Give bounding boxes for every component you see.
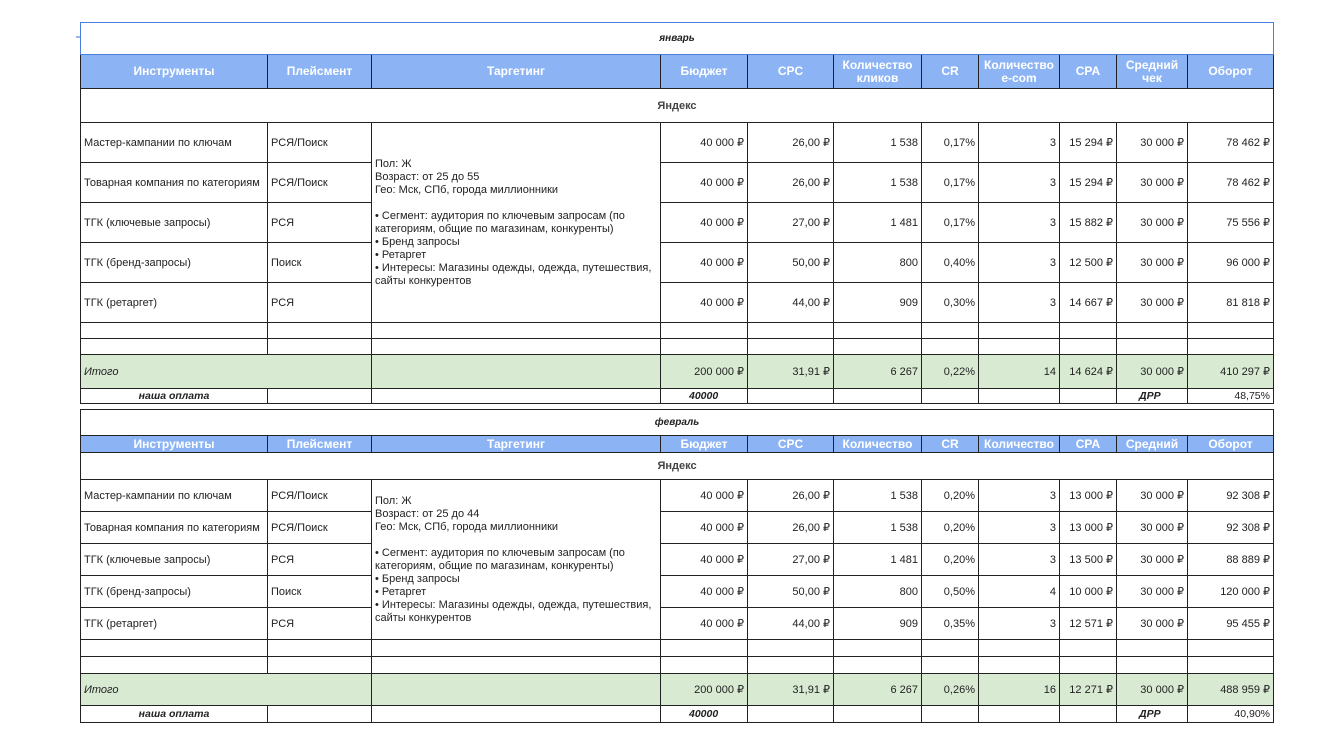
turnover-cell[interactable]: 78 462 ₽ [1188,123,1274,163]
empty-cell[interactable] [979,323,1060,339]
total-cr[interactable]: 0,22% [922,355,979,389]
month-title-row [81,410,1274,436]
avg-check-cell[interactable]: 30 000 ₽ [1117,203,1188,243]
column-header[interactable]: Количество e-com [979,55,1060,89]
drr-value[interactable]: 40,90% [1188,706,1274,723]
column-header[interactable]: Инструменты [81,436,268,453]
empty-cell[interactable] [1188,339,1274,355]
targeting-line: • Ретаргет [375,585,427,598]
targeting-line: • Ретаргет [375,248,427,261]
budget-cell[interactable]: 40 000 ₽ [661,512,748,544]
cr-cell[interactable]: 0,50% [922,576,979,608]
empty-cell[interactable] [268,339,372,355]
targeting-line: Возраст: от 25 до 55 [375,170,480,183]
empty-cell[interactable] [372,640,661,657]
payment-amount[interactable]: 40000 [661,389,748,404]
column-header[interactable]: CPA [1060,436,1117,453]
total-cpc[interactable]: 31,91 ₽ [748,674,834,706]
section-label[interactable]: Яндекс [81,89,1274,123]
table-row [81,512,1274,544]
empty-cell[interactable] [268,389,372,404]
total-avg-check[interactable]: 30 000 ₽ [1117,355,1188,389]
total-clicks[interactable]: 6 267 [834,674,922,706]
empty-cell[interactable] [834,339,922,355]
empty-cell[interactable] [922,706,979,723]
turnover-cell[interactable]: 120 000 ₽ [1188,576,1274,608]
table-row [81,576,1274,608]
empty-cell[interactable] [1188,640,1274,657]
total-targeting-cell[interactable] [372,674,661,706]
total-budget[interactable]: 200 000 ₽ [661,355,748,389]
budget-table [80,409,1274,723]
cpc-cell[interactable]: 26,00 ₽ [748,512,834,544]
tool-cell[interactable]: ТГК (ретаргет) [81,283,268,323]
avg-check-cell[interactable]: 30 000 ₽ [1117,576,1188,608]
tool-cell[interactable]: ТГК (ключевые запросы) [81,203,268,243]
total-cr[interactable]: 0,26% [922,674,979,706]
empty-row [81,657,1274,674]
empty-cell[interactable] [268,657,372,674]
empty-cell[interactable] [81,640,268,657]
header-row [81,55,1274,89]
ecom-cell[interactable]: 3 [979,123,1060,163]
turnover-cell[interactable]: 88 889 ₽ [1188,544,1274,576]
ecom-cell[interactable]: 4 [979,576,1060,608]
empty-cell[interactable] [922,640,979,657]
empty-cell[interactable] [372,339,661,355]
avg-check-cell[interactable]: 30 000 ₽ [1117,123,1188,163]
total-turnover[interactable]: 410 297 ₽ [1188,355,1274,389]
empty-cell[interactable] [372,323,661,339]
empty-cell[interactable] [834,706,922,723]
empty-cell[interactable] [268,323,372,339]
table-row [81,544,1274,576]
period-block [80,22,1273,404]
table-row [81,608,1274,640]
cpa-cell[interactable]: 13 000 ₽ [1060,480,1117,512]
clicks-cell[interactable]: 1 481 [834,544,922,576]
targeting-line: Пол: Ж [375,157,412,170]
placement-cell[interactable]: Поиск [268,243,372,283]
empty-cell[interactable] [922,657,979,674]
cr-cell[interactable]: 0,35% [922,608,979,640]
empty-cell[interactable] [1060,657,1117,674]
column-header[interactable]: Плейсмент [268,436,372,453]
table-row [81,203,1274,243]
cpa-cell[interactable]: 13 500 ₽ [1060,544,1117,576]
budget-table [80,22,1274,404]
empty-cell[interactable] [979,657,1060,674]
total-ecom[interactable]: 14 [979,355,1060,389]
empty-cell[interactable] [81,657,268,674]
clicks-cell[interactable]: 800 [834,243,922,283]
clicks-cell[interactable]: 1 481 [834,203,922,243]
total-turnover[interactable]: 488 959 ₽ [1188,674,1274,706]
empty-cell[interactable] [922,323,979,339]
column-header[interactable]: Количество [834,436,922,453]
cr-cell[interactable]: 0,17% [922,203,979,243]
cpa-cell[interactable]: 15 294 ₽ [1060,163,1117,203]
targeting-line: • Сегмент: аудитория по ключевым запросам (по категориям, общие по магазинам, конкуренты) [375,209,625,235]
turnover-cell[interactable]: 75 556 ₽ [1188,203,1274,243]
empty-cell[interactable] [81,339,268,355]
empty-cell[interactable] [748,657,834,674]
avg-check-cell[interactable]: 30 000 ₽ [1117,608,1188,640]
empty-cell[interactable] [1117,657,1188,674]
table-row [81,163,1274,203]
targeting-line: • Интересы: Магазины одежды, одежда, путешествия, сайты конкурентов [375,598,652,624]
empty-cell[interactable] [661,640,748,657]
empty-cell[interactable] [1060,389,1117,404]
cr-cell[interactable]: 0,20% [922,480,979,512]
empty-cell[interactable] [748,706,834,723]
cpa-cell[interactable]: 13 000 ₽ [1060,512,1117,544]
column-header[interactable]: CR [922,55,979,89]
budget-cell[interactable]: 40 000 ₽ [661,608,748,640]
column-header[interactable]: Инструменты [81,55,268,89]
empty-cell[interactable] [922,339,979,355]
empty-cell[interactable] [372,706,661,723]
cr-cell[interactable]: 0,17% [922,163,979,203]
empty-row [81,323,1274,339]
clicks-cell[interactable]: 1 538 [834,512,922,544]
ecom-cell[interactable]: 3 [979,163,1060,203]
cpa-cell[interactable]: 14 667 ₽ [1060,283,1117,323]
empty-cell[interactable] [1188,657,1274,674]
column-header[interactable]: Плейсмент [268,55,372,89]
cpc-cell[interactable]: 26,00 ₽ [748,480,834,512]
cpc-cell[interactable]: 44,00 ₽ [748,608,834,640]
column-header[interactable]: Таргетинг [372,436,661,453]
period-block [80,409,1273,723]
column-header[interactable]: CPC [748,436,834,453]
empty-cell[interactable] [979,389,1060,404]
cpa-cell[interactable]: 12 500 ₽ [1060,243,1117,283]
placement-cell[interactable]: РСЯ/Поиск [268,480,372,512]
total-budget[interactable]: 200 000 ₽ [661,674,748,706]
table-row [81,243,1274,283]
empty-cell[interactable] [979,339,1060,355]
cpa-cell[interactable]: 12 571 ₽ [1060,608,1117,640]
cr-cell[interactable]: 0,20% [922,544,979,576]
table-row [81,283,1274,323]
section-row [81,453,1274,480]
placement-cell[interactable]: РСЯ [268,203,372,243]
payment-row [81,706,1274,723]
empty-cell[interactable] [1188,323,1274,339]
avg-check-cell[interactable]: 30 000 ₽ [1117,480,1188,512]
cpc-cell[interactable]: 27,00 ₽ [748,544,834,576]
placement-cell[interactable]: РСЯ/Поиск [268,163,372,203]
targeting-line [375,197,657,210]
targeting-line: • Сегмент: аудитория по ключевым запросам (по категориям, общие по магазинам, конкуренты) [375,546,625,572]
placement-cell[interactable]: Поиск [268,576,372,608]
targeting-line: Возраст: от 25 до 44 [375,507,480,520]
ecom-cell[interactable]: 3 [979,608,1060,640]
drr-value[interactable]: 48,75% [1188,389,1274,404]
cr-cell[interactable]: 0,17% [922,123,979,163]
empty-row [81,339,1274,355]
avg-check-cell[interactable]: 30 000 ₽ [1117,283,1188,323]
column-header[interactable]: Бюджет [661,55,748,89]
cpa-cell[interactable]: 15 882 ₽ [1060,203,1117,243]
turnover-cell[interactable]: 81 818 ₽ [1188,283,1274,323]
budget-cell[interactable]: 40 000 ₽ [661,243,748,283]
turnover-cell[interactable]: 96 000 ₽ [1188,243,1274,283]
empty-cell[interactable] [748,640,834,657]
empty-cell[interactable] [979,640,1060,657]
drr-label[interactable]: ДРР [1117,706,1188,723]
column-header[interactable]: Средний чек [1117,55,1188,89]
tool-cell[interactable]: ТГК (бренд-запросы) [81,576,268,608]
payment-label[interactable]: наша оплата [81,389,268,404]
targeting-line: Пол: Ж [375,494,412,507]
column-header[interactable]: Средний [1117,436,1188,453]
clicks-cell[interactable]: 909 [834,283,922,323]
tool-cell[interactable]: Товарная компания по категориям [81,512,268,544]
empty-cell[interactable] [1117,339,1188,355]
clicks-cell[interactable]: 909 [834,608,922,640]
avg-check-cell[interactable]: 30 000 ₽ [1117,243,1188,283]
column-header[interactable]: CPC [748,55,834,89]
targeting-line: Гео: Мск, СПб, города миллионники [375,520,559,533]
targeting-line: • Бренд запросы [375,572,460,585]
turnover-cell[interactable]: 95 455 ₽ [1188,608,1274,640]
ecom-cell[interactable]: 3 [979,480,1060,512]
total-cpa[interactable]: 12 271 ₽ [1060,674,1117,706]
clicks-cell[interactable]: 1 538 [834,123,922,163]
total-label[interactable]: Итого [81,674,372,706]
cpc-cell[interactable]: 50,00 ₽ [748,576,834,608]
empty-cell[interactable] [372,657,661,674]
month-title[interactable]: январь [81,23,1274,55]
empty-row [81,640,1274,657]
empty-cell[interactable] [748,389,834,404]
ecom-cell[interactable]: 3 [979,243,1060,283]
total-label[interactable]: Итого [81,355,372,389]
empty-cell[interactable] [922,389,979,404]
empty-cell[interactable] [834,323,922,339]
cpa-cell[interactable]: 10 000 ₽ [1060,576,1117,608]
empty-cell[interactable] [748,339,834,355]
total-clicks[interactable]: 6 267 [834,355,922,389]
column-header[interactable]: Количество [979,436,1060,453]
cpc-cell[interactable]: 44,00 ₽ [748,283,834,323]
total-cpc[interactable]: 31,91 ₽ [748,355,834,389]
tool-cell[interactable]: Мастер-кампании по ключам [81,480,268,512]
column-header[interactable]: CPA [1060,55,1117,89]
column-header[interactable]: Оборот [1188,55,1274,89]
targeting-line: • Интересы: Магазины одежды, одежда, путешествия, сайты конкурентов [375,261,652,287]
total-avg-check[interactable]: 30 000 ₽ [1117,674,1188,706]
budget-cell[interactable]: 40 000 ₽ [661,283,748,323]
cpc-cell[interactable]: 26,00 ₽ [748,163,834,203]
column-header[interactable]: Бюджет [661,436,748,453]
payment-label[interactable]: наша оплата [81,706,268,723]
empty-cell[interactable] [268,706,372,723]
total-row [81,355,1274,389]
empty-cell[interactable] [834,640,922,657]
targeting-line: Гео: Мск, СПб, города миллионники [375,183,559,196]
month-title[interactable]: февраль [81,410,1274,436]
empty-cell[interactable] [81,323,268,339]
empty-cell[interactable] [661,323,748,339]
tool-cell[interactable]: ТГК (бренд-запросы) [81,243,268,283]
tool-cell[interactable]: Мастер-кампании по ключам [81,123,268,163]
empty-cell[interactable] [1060,339,1117,355]
empty-cell[interactable] [268,640,372,657]
clicks-cell[interactable]: 800 [834,576,922,608]
budget-cell[interactable]: 40 000 ₽ [661,203,748,243]
column-header[interactable]: Оборот [1188,436,1274,453]
avg-check-cell[interactable]: 30 000 ₽ [1117,544,1188,576]
placement-cell[interactable]: РСЯ [268,544,372,576]
empty-cell[interactable] [372,389,661,404]
cpc-cell[interactable]: 27,00 ₽ [748,203,834,243]
drr-label[interactable]: ДРР [1117,389,1188,404]
cpc-cell[interactable]: 50,00 ₽ [748,243,834,283]
section-label[interactable]: Яндекс [81,453,1274,480]
empty-cell[interactable] [834,389,922,404]
cpc-cell[interactable]: 26,00 ₽ [748,123,834,163]
empty-cell[interactable] [1117,640,1188,657]
budget-cell[interactable]: 40 000 ₽ [661,123,748,163]
ecom-cell[interactable]: 3 [979,544,1060,576]
placement-cell[interactable]: РСЯ/Поиск [268,123,372,163]
turnover-cell[interactable]: 92 308 ₽ [1188,480,1274,512]
placement-cell[interactable]: РСЯ/Поиск [268,512,372,544]
month-title-row [81,23,1274,55]
total-cpa[interactable]: 14 624 ₽ [1060,355,1117,389]
targeting-line [375,534,657,547]
cpa-cell[interactable]: 15 294 ₽ [1060,123,1117,163]
budget-cell[interactable]: 40 000 ₽ [661,544,748,576]
avg-check-cell[interactable]: 30 000 ₽ [1117,163,1188,203]
ecom-cell[interactable]: 3 [979,283,1060,323]
payment-row [81,389,1274,404]
empty-cell[interactable] [1060,323,1117,339]
section-row [81,89,1274,123]
table-row [81,480,1274,512]
turnover-cell[interactable]: 78 462 ₽ [1188,163,1274,203]
empty-cell[interactable] [1060,640,1117,657]
clicks-cell[interactable]: 1 538 [834,163,922,203]
budget-cell[interactable]: 40 000 ₽ [661,576,748,608]
cr-cell[interactable]: 0,20% [922,512,979,544]
empty-cell[interactable] [979,706,1060,723]
targeting-cell[interactable] [372,480,661,640]
empty-cell[interactable] [1060,706,1117,723]
targeting-line: • Бренд запросы [375,235,460,248]
total-row [81,674,1274,706]
total-ecom[interactable]: 16 [979,674,1060,706]
column-header[interactable]: Количество кликов [834,55,922,89]
tool-cell[interactable]: ТГК (ретаргет) [81,608,268,640]
column-header[interactable]: Таргетинг [372,55,661,89]
targeting-cell[interactable] [372,123,661,323]
column-header[interactable]: CR [922,436,979,453]
empty-cell[interactable] [1117,323,1188,339]
tool-cell[interactable]: ТГК (ключевые запросы) [81,544,268,576]
ecom-cell[interactable]: 3 [979,203,1060,243]
empty-cell[interactable] [748,323,834,339]
budget-cell[interactable]: 40 000 ₽ [661,163,748,203]
empty-cell[interactable] [661,657,748,674]
ecom-cell[interactable]: 3 [979,512,1060,544]
tool-cell[interactable]: Товарная компания по категориям [81,163,268,203]
cr-cell[interactable]: 0,30% [922,283,979,323]
placement-cell[interactable]: РСЯ [268,608,372,640]
cr-cell[interactable]: 0,40% [922,243,979,283]
budget-cell[interactable]: 40 000 ₽ [661,480,748,512]
empty-cell[interactable] [834,657,922,674]
clicks-cell[interactable]: 1 538 [834,480,922,512]
header-row [81,436,1274,453]
turnover-cell[interactable]: 92 308 ₽ [1188,512,1274,544]
table-row [81,123,1274,163]
empty-cell[interactable] [661,339,748,355]
avg-check-cell[interactable]: 30 000 ₽ [1117,512,1188,544]
placement-cell[interactable]: РСЯ [268,283,372,323]
payment-amount[interactable]: 40000 [661,706,748,723]
total-targeting-cell[interactable] [372,355,661,389]
